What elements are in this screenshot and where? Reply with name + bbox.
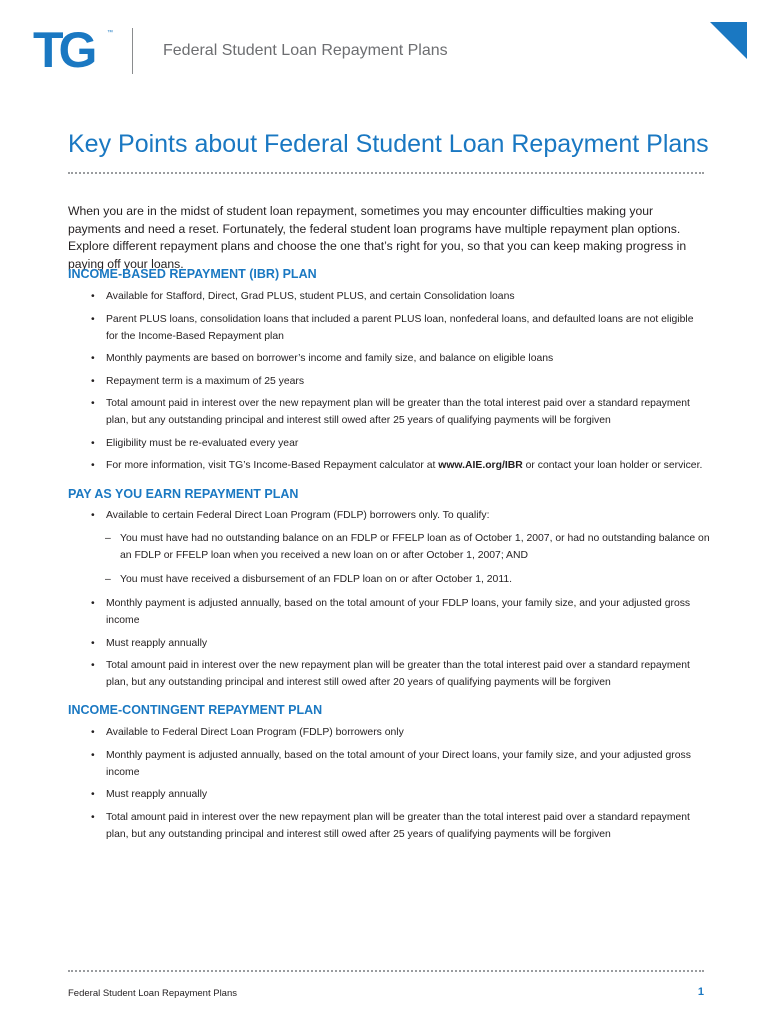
header-title: Federal Student Loan Repayment Plans (163, 42, 448, 59)
footer-dotted-divider (68, 970, 704, 972)
list-item: • Must reapply annually (106, 636, 706, 653)
list-item: • Monthly payments are based on borrower’s income and family size, and balance on eligible loans (106, 351, 706, 368)
footer-title: Federal Student Loan Repayment Plans (68, 988, 237, 999)
list-item: • Available to certain Federal Direct Loan Program (FDLP) borrowers only. To qualify: (106, 508, 706, 525)
page-number: 1 (697, 986, 704, 998)
list-item: • Available to Federal Direct Loan Program (FDLP) borrowers only (106, 725, 706, 742)
list-item: • Eligibility must be re-evaluated every year (106, 436, 706, 453)
corner-triangle-icon (710, 22, 747, 59)
sub-list-item: – You must have had no outstanding balance on an FDLP or FFELP loan as of October 1, 2007, or had no outstanding balance on an FDLP or FFELP loan when you received a new loan on or after October 1, 2007; AND (120, 531, 710, 564)
tg-logo (33, 22, 113, 78)
list-item: • Total amount paid in interest over the new repayment plan will be greater than the total interest paid over a standard repayment plan, but any outstanding principal and interest still owed after 25 years of qualifying payments will be forgiven (106, 810, 706, 843)
logo-text: TG (33, 22, 93, 78)
list-item: • Must reapply annually (106, 787, 706, 804)
list-item: • Monthly payment is adjusted annually, based on the total amount of your FDLP loans, your family size, and your adjusted gross income (106, 596, 706, 629)
list-item: • Total amount paid in interest over the new repayment plan will be greater than the total interest paid over a standard repayment plan, but any outstanding principal and interest still owed after 25 years of qualifying payments will be forgiven (106, 396, 706, 429)
header-divider (132, 28, 133, 74)
intro-paragraph: When you are in the midst of student loan repayment, sometimes you may encounter difficulties making your payments and need a reset. Fortunately, the federal student loan programs have multiple repayment plan options. Explore different repayment plans and choose the one that’s right for you, so that you can keep making progress in paying off your loans. (68, 204, 687, 271)
sub-list-item: – You must have received a disbursement of an FDLP loan on or after October 1, 2011. (120, 572, 710, 589)
title-dotted-divider (68, 172, 704, 174)
list-item: • Parent PLUS loans, consolidation loans that included a parent PLUS loan, nonfederal loans, and defaulted loans are not eligible for the Income-Based Repayment plan (106, 312, 706, 345)
list-item: • Available for Stafford, Direct, Grad PLUS, student PLUS, and certain Consolidation loans (106, 289, 706, 306)
page-title: Key Points about Federal Student Loan Repayment Plans (68, 130, 709, 158)
list-item (106, 458, 706, 475)
list-item: • Monthly payment is adjusted annually, based on the total amount of your Direct loans, your family size, and your adjusted gross income (106, 748, 706, 781)
list-item: • Repayment term is a maximum of 25 years (106, 374, 706, 391)
ibr-calculator-link[interactable]: www.AIE.org/IBR (438, 460, 523, 471)
info-suffix: or contact your loan holder or servicer. (522, 460, 703, 471)
ibr-heading: INCOME-BASED REPAYMENT (IBR) PLAN (68, 267, 317, 281)
trademark-mark: ™ (107, 30, 113, 36)
icr-heading: INCOME-CONTINGENT REPAYMENT PLAN (68, 703, 323, 717)
info-prefix: For more information, visit TG’s Income-Based Repayment calculator at (106, 460, 439, 471)
list-item: • Total amount paid in interest over the new repayment plan will be greater than the total interest paid over a standard repayment plan, but any outstanding principal and interest still owed after 20 years of qualifying payments will be forgiven (106, 658, 706, 691)
paye-heading: PAY AS YOU EARN REPAYMENT PLAN (68, 487, 299, 501)
